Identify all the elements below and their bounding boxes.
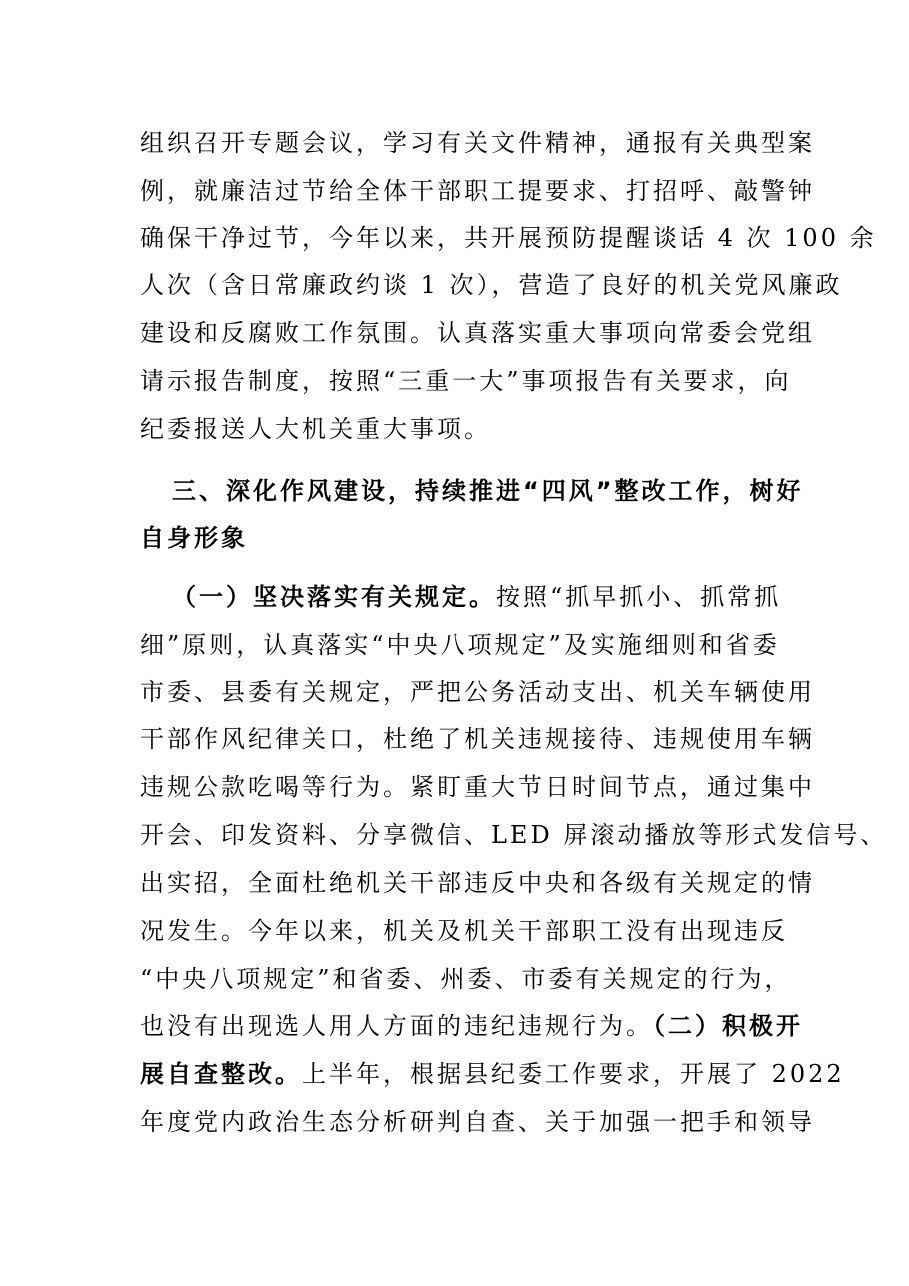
paragraph-line: 干部作风纪律关口，杜绝了机关违规接待、违规使用车辆 — [140, 725, 815, 753]
subsection-2-title-part1: （二）积极开 — [653, 1011, 803, 1040]
paragraph-line: 确保干净过节，今年以来，共开展预防提醒谈话 4 次 100 余 — [140, 224, 877, 252]
paragraph-line: 例，就廉洁过节给全体干部职工提要求、打招呼、敲警钟 — [140, 177, 815, 205]
paragraph-line: 组织召开专题会议，学习有关文件精神，通报有关典型案 — [140, 129, 815, 157]
subsection-2-text: 上半年，根据县纪委工作要求，开展了 2022 — [302, 1060, 845, 1088]
paragraph-line: 建设和反腐败工作氛围。认真落实重大事项向常委会党组 — [140, 319, 815, 347]
paragraph-line: 请示报告制度，按照“三重一大”事项报告有关要求，向 — [140, 367, 792, 395]
paragraph-line: 细”原则，认真落实“中央八项规定”及实施细则和省委 — [140, 631, 780, 659]
paragraph-line: “中央八项规定”和省委、州委、市委有关规定的行为， — [140, 965, 792, 993]
paragraph-line: 年度党内政治生态分析研判自查、关于加强一把手和领导 — [140, 1108, 815, 1136]
paragraph-line: 出实招，全面杜绝机关干部违反中央和各级有关规定的情 — [140, 869, 815, 897]
subsection-2-title-part2: 展自查整改。 — [140, 1059, 302, 1088]
section-heading-continued: 自身形象 — [140, 524, 248, 552]
subsection-1-text: 按照“抓早抓小、抓常抓 — [496, 583, 782, 611]
paragraph-line: 纪委报送人大机关重大事项。 — [140, 415, 491, 443]
paragraph-line-mixed — [140, 1011, 803, 1041]
paragraph-line: 人次（含日常廉政约谈 1 次），营造了良好的机关党风廉政 — [140, 271, 843, 299]
paragraph-line: 况发生。今年以来，机关及机关干部职工没有出现违反 — [140, 917, 788, 945]
subsection-1-first-line — [172, 582, 781, 612]
paragraph-line: 违规公款吃喝等行为。紧盯重大节日时间节点，通过集中 — [140, 773, 815, 801]
paragraph-line: 开会、印发资料、分享微信、LED 屏滚动播放等形式发信号、 — [140, 821, 888, 849]
subsection-1-title: （一）坚决落实有关规定。 — [172, 582, 496, 611]
section-heading: 三、深化作风建设，持续推进“四风”整改工作，树好 — [172, 477, 804, 505]
paragraph-line: 市委、县委有关规定，严把公务活动支出、机关车辆使用 — [140, 678, 815, 706]
subsection-1-last-text: 也没有出现选人用人方面的违纪违规行为。 — [140, 1012, 653, 1040]
subsection-2-first-line — [140, 1059, 845, 1089]
